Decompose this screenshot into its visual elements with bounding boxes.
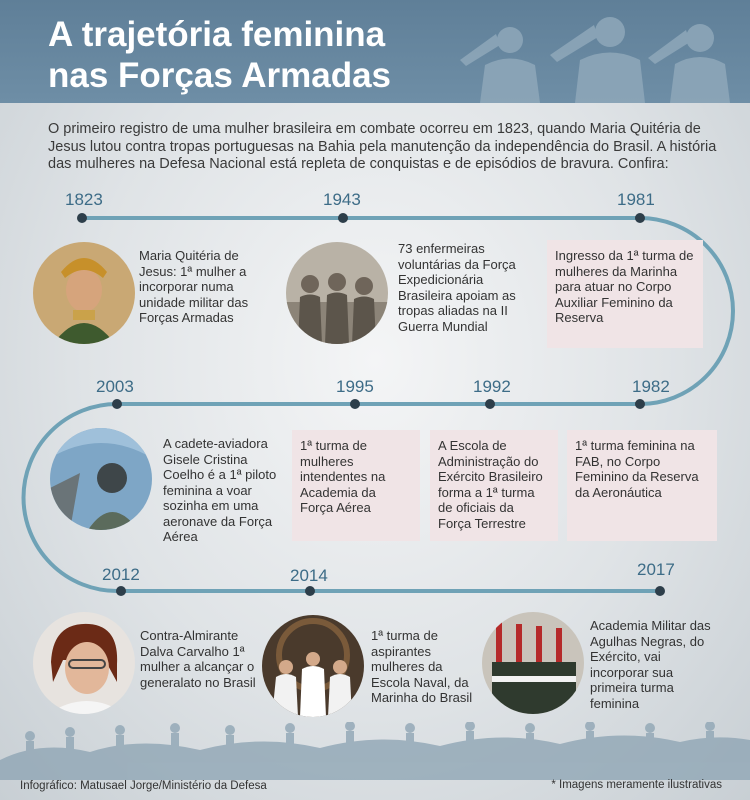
year-1992: 1992 <box>473 377 511 396</box>
year-2012: 2012 <box>102 565 140 584</box>
timeline-dot-1943 <box>338 213 348 223</box>
year-1995: 1995 <box>336 377 374 396</box>
year-2003: 2003 <box>96 377 134 396</box>
event-text-2003: A cadete-aviadora Gisele Cristina Coelho é a 1ª piloto feminina a voar sozinha em uma aeronave da Força Aérea <box>163 436 277 544</box>
year-2014: 2014 <box>290 566 328 585</box>
photo-pilot-2003 <box>50 428 152 530</box>
event-text-1992: A Escola de Administração do Exército Brasileiro forma a 1ª turma de oficiais da Força Terrestre <box>438 438 543 531</box>
title-line-1: A trajetória feminina <box>48 15 386 54</box>
event-box-1982 <box>567 430 717 541</box>
photo-nurses-1943 <box>286 242 388 344</box>
event-text-2017: Academia Militar das Agulhas Negras, do Exército, vai incorporar sua primeira turma feminina <box>590 618 711 711</box>
timeline-dot-1995 <box>350 399 360 409</box>
photo-cadets-2017 <box>482 612 584 714</box>
year-1943: 1943 <box>323 190 361 209</box>
timeline-dot-2014 <box>305 586 315 596</box>
event-text-1982: 1ª turma feminina na FAB, no Corpo Feminino da Reserva da Aeronáutica <box>575 438 699 500</box>
image-credit: Infográfico: Matusael Jorge/Ministério da Defesa <box>20 780 267 792</box>
event-box-1992 <box>430 430 558 541</box>
marching-troops-silhouette-icon <box>0 722 750 780</box>
photo-naval-aspirants-2014 <box>262 615 364 717</box>
event-text-1943: 73 enfermeiras voluntárias da Força Expedicionária Brasileira apoiam as tropas aliadas na II Guerra Mundial <box>398 241 516 334</box>
event-text-1995: 1ª turma de mulheres intendentes na Academia da Força Aérea <box>300 438 386 515</box>
event-box-1981 <box>547 240 703 348</box>
illustrative-note: * Imagens meramente ilustrativas <box>551 779 722 791</box>
intro-paragraph: O primeiro registro de uma mulher brasileira em combate ocorreu em 1823, quando Maria Quitéria de Jesus lutou contra tropas portuguesas na Bahia pela manutenção da independência do Brasil. A história das mulheres na Defesa Nacional está repleta de conquistas e de episódios de bravura. Confira: <box>48 121 717 172</box>
portrait-maria-quiteria <box>33 242 135 344</box>
year-1823: 1823 <box>65 190 103 209</box>
year-1982: 1982 <box>632 377 670 396</box>
timeline-dot-2003 <box>112 399 122 409</box>
title-line-2: nas Forças Armadas <box>48 56 392 95</box>
timeline-dot-2017 <box>655 586 665 596</box>
event-text-2014: 1ª turma de aspirantes mulheres da Escola Naval, da Marinha do Brasil <box>371 628 473 705</box>
year-1981: 1981 <box>617 190 655 209</box>
timeline-dot-2012 <box>116 586 126 596</box>
timeline-dot-1981 <box>635 213 645 223</box>
timeline-dot-1982 <box>635 399 645 409</box>
timeline-dot-1992 <box>485 399 495 409</box>
event-text-1823: Maria Quitéria de Jesus: 1ª mulher a incorporar numa unidade militar das Forças Armadas <box>139 248 249 325</box>
event-box-1995 <box>292 430 420 541</box>
event-text-1981: Ingresso da 1ª turma de mulheres da Marinha para atuar no Corpo Auxiliar Feminino da Reserva <box>555 248 694 325</box>
year-2017: 2017 <box>637 560 675 579</box>
event-text-2012: Contra-Almirante Dalva Carvalho 1ª mulher a alcançar o generalato no Brasil <box>140 628 256 690</box>
timeline-dot-1823 <box>77 213 87 223</box>
portrait-dalva-carvalho <box>33 612 135 714</box>
